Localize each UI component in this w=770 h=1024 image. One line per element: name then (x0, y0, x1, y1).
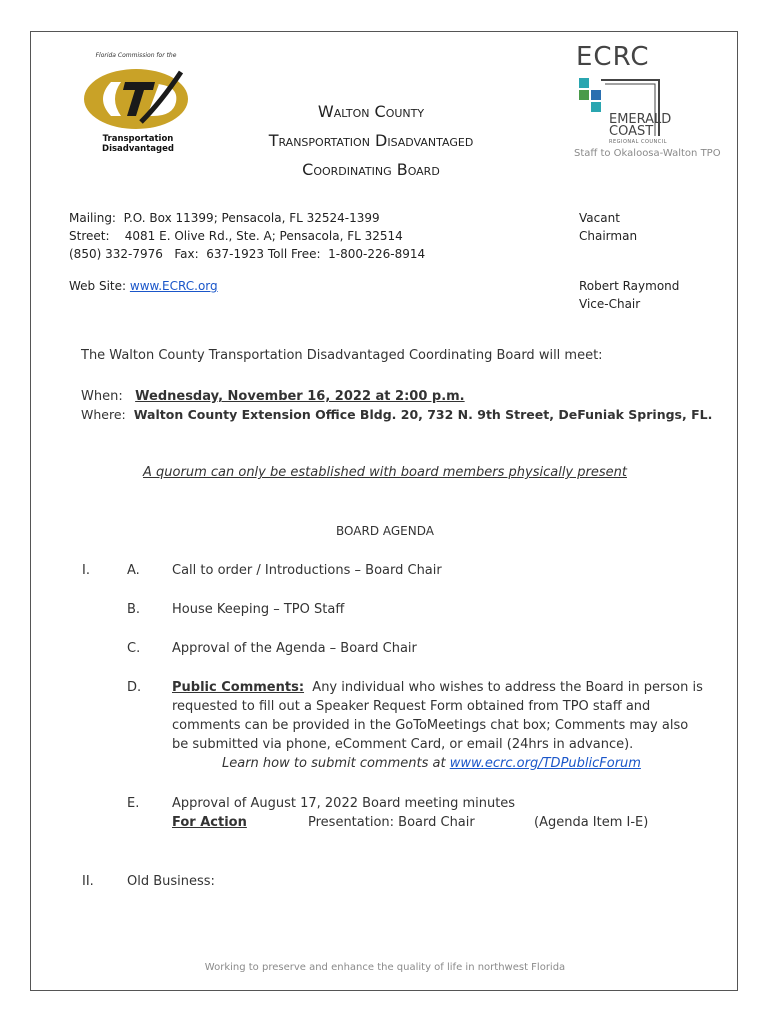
ctd-logo (81, 52, 191, 154)
quorum-notice (31, 463, 739, 482)
mailing-line (69, 209, 425, 227)
tollfree-value: 1-800-226-8914 (328, 247, 426, 261)
document-title (221, 97, 521, 184)
phone-value: (850) 332-7976 (69, 247, 163, 261)
ctd-logo-subtext: Transportation Disadvantaged (102, 134, 174, 154)
quorum-text: A quorum can only be established with board members physically present (143, 465, 627, 480)
website-link[interactable]: www.ECRC.org (129, 279, 218, 293)
contact-block (69, 209, 425, 295)
title-line-2: Transportation Disadvantaged (268, 131, 474, 150)
item-d-line-4: be submitted via phone, eComment Card, or email (24hrs in advance). (172, 737, 634, 752)
agenda-item-c-letter: C. (127, 641, 141, 656)
meeting-where (81, 405, 712, 424)
fax-value: 637-1923 (206, 247, 265, 261)
vice-chair-name: Robert Raymond (579, 279, 680, 293)
vice-chair-title: Vice-Chair (579, 297, 641, 311)
agenda-item-e-letter: E. (127, 796, 140, 811)
item-d-learn-line (172, 754, 703, 773)
website-line (69, 277, 425, 295)
agenda-item-e-action (172, 813, 247, 832)
item-d-line-1 (172, 678, 703, 697)
when-value: Wednesday, November 16, 2022 at 2:00 p.m. (135, 389, 465, 404)
street-label: Street: (69, 229, 110, 243)
agenda-item-e-presentation: Presentation: Board Chair (308, 815, 475, 830)
agenda-item-d-block (172, 678, 703, 773)
ecrc-staff-text: Staff to Okaloosa-Walton TPO (574, 148, 721, 159)
agenda-item-b-text: House Keeping – TPO Staff (172, 602, 345, 617)
meeting-intro: The Walton County Transportation Disadvantaged Coordinating Board will meet: (81, 348, 603, 363)
where-label: Where: (81, 407, 126, 422)
street-value: 4081 E. Olive Rd., Ste. A; Pensacola, FL 32514 (124, 229, 403, 243)
agenda-heading: BOARD AGENDA (336, 524, 434, 538)
agenda-item-a-text: Call to order / Introductions – Board Chair (172, 563, 442, 578)
agenda-item-d-letter: D. (127, 680, 142, 695)
chair-name: Vacant (579, 211, 620, 225)
section-2-text: Old Business: (127, 874, 215, 889)
when-label: When: (81, 389, 123, 404)
where-value: Walton County Extension Office Bldg. 20, 732 N. 9th Street, DeFuniak Springs, FL. (133, 407, 713, 422)
title-line-3: Coordinating Board (302, 160, 440, 179)
agenda-item-b-letter: B. (127, 602, 141, 617)
ecrc-word-regional: REGIONAL COUNCIL (609, 139, 668, 145)
learn-text: Learn how to submit comments at (222, 756, 446, 771)
phone-line (69, 245, 425, 263)
chair-title: Chairman (579, 229, 638, 243)
public-forum-link[interactable]: www.ecrc.org/TDPublicForum (449, 756, 641, 771)
agenda-item-a-letter: A. (127, 563, 140, 578)
mailing-label: Mailing: (69, 211, 116, 225)
website-label: Web Site: (69, 279, 127, 293)
ctd-logo-top-text: Florida Commission for the (95, 52, 177, 59)
street-line (69, 227, 425, 245)
footer-tagline: Working to preserve and enhance the quality of life in northwest Florida (204, 962, 566, 973)
mailing-value: P.O. Box 11399; Pensacola, FL 32524-1399 (123, 211, 380, 225)
fax-label: Fax: (174, 247, 199, 261)
ctd-mark-icon (81, 62, 191, 132)
section-2-number: II. (82, 874, 94, 889)
item-d-text-1: Any individual who wishes to address the Board in person is (312, 680, 703, 695)
section-1-number: I. (82, 563, 90, 578)
officers-block (579, 209, 679, 313)
ecrc-word-emerald: EMERALD (609, 112, 672, 127)
document-page (30, 31, 738, 991)
tollfree-label: Toll Free: (267, 247, 321, 261)
for-action-label: For Action (172, 815, 247, 830)
agenda-item-e-ref: (Agenda Item I-E) (534, 815, 649, 830)
ecrc-word-coast: COAST (609, 124, 654, 139)
meeting-when (81, 387, 465, 406)
ecrc-logo (571, 42, 731, 167)
item-d-line-2: requested to fill out a Speaker Request Form obtained from TPO staff and (172, 699, 651, 714)
agenda-item-c-text: Approval of the Agenda – Board Chair (172, 641, 417, 656)
ecrc-logo-acronym: ECRC (576, 42, 650, 72)
public-comments-heading: Public Comments: (172, 680, 305, 695)
item-d-line-3: comments can be provided in the GoToMeetings chat box; Comments may also (172, 718, 689, 733)
agenda-item-e-text: Approval of August 17, 2022 Board meeting minutes (172, 796, 516, 811)
title-line-1: Walton County (317, 102, 425, 121)
